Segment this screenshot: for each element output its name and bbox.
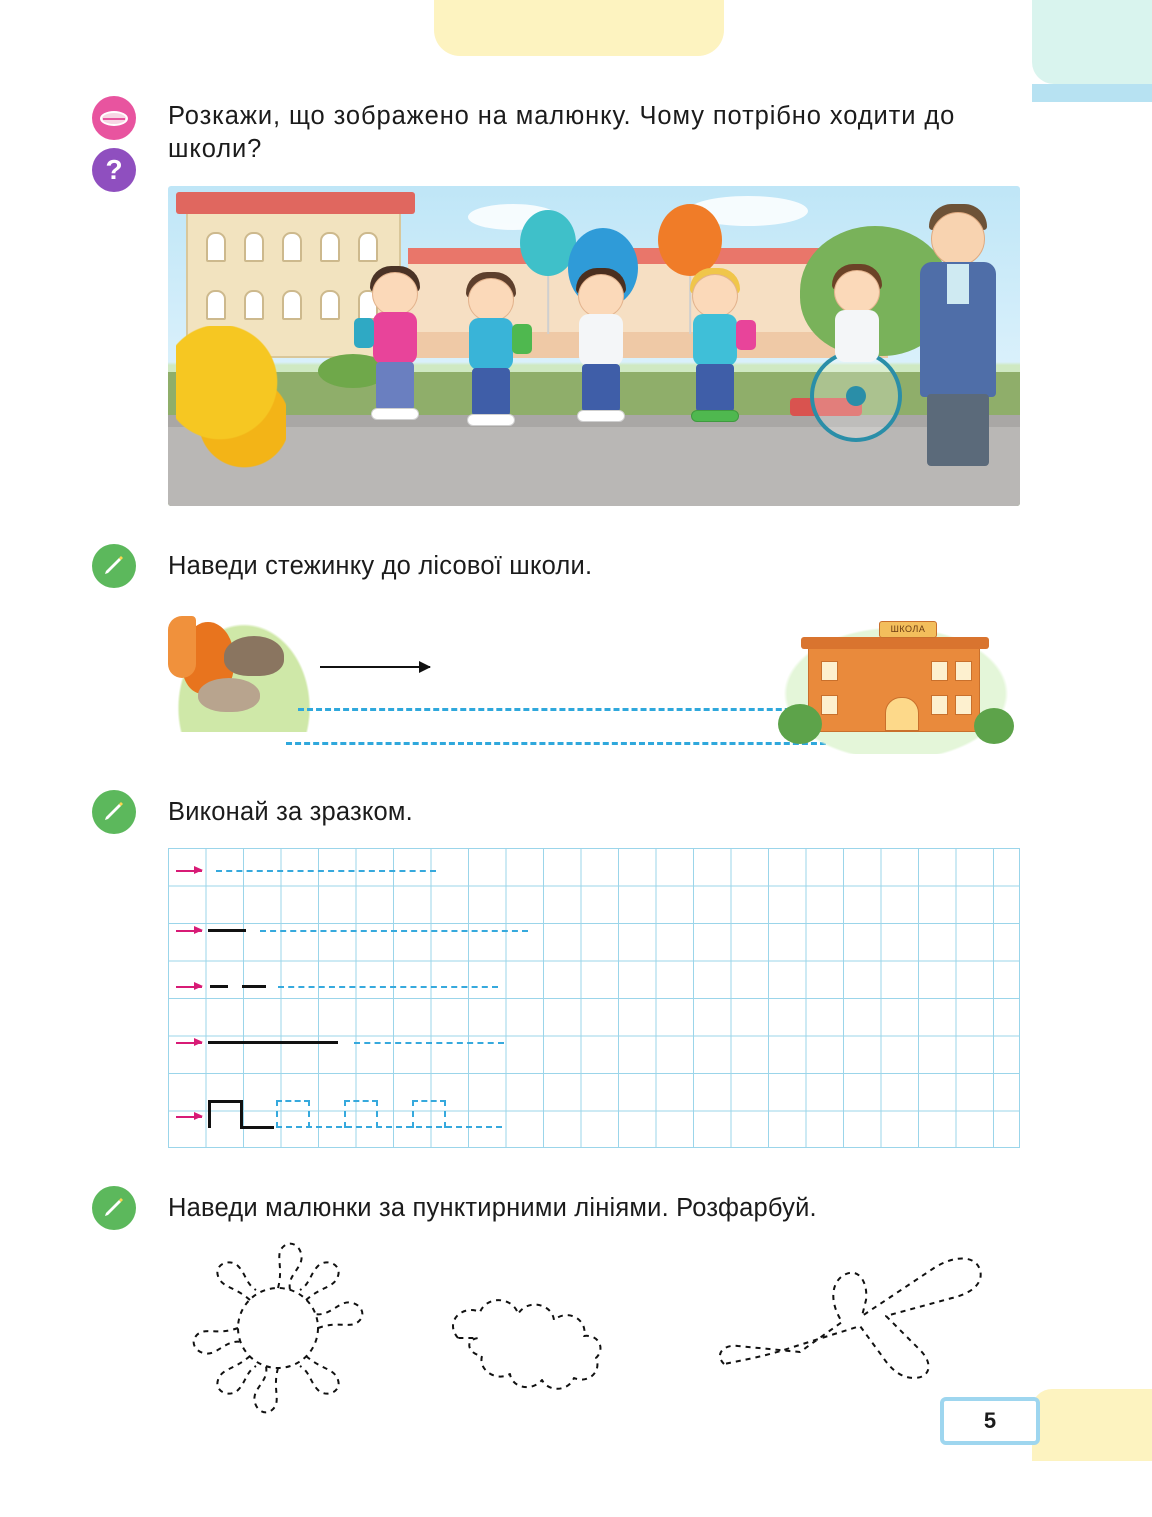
head-shape (372, 272, 418, 316)
pencil-icon (92, 1186, 136, 1230)
torso-shape (373, 312, 417, 364)
backpack-shape (354, 318, 374, 348)
question-icon: ? (92, 148, 136, 192)
legs-shape (582, 364, 620, 412)
school-body (808, 624, 980, 732)
squirrel-tail (168, 616, 196, 678)
trousers-shape (927, 394, 989, 466)
window-shape (821, 661, 838, 681)
dash-stroke[interactable] (216, 870, 436, 872)
solid-stroke (242, 985, 266, 988)
start-arrow (176, 870, 202, 872)
solid-stroke (240, 1100, 243, 1128)
shirt-shape (947, 264, 969, 304)
decor-top-blue-bar (1032, 84, 1152, 102)
dash-square[interactable] (344, 1100, 378, 1128)
shoes-shape (467, 414, 515, 426)
page-number: 5 (940, 1397, 1040, 1445)
head-shape (692, 274, 738, 318)
pencil-icon (92, 544, 136, 588)
hedgehog-shape (224, 636, 284, 676)
window-shape (955, 695, 972, 715)
solid-stroke (208, 929, 246, 932)
torso-shape (693, 314, 737, 366)
autumn-tree-shape (176, 326, 286, 486)
dash-stroke[interactable] (354, 1042, 504, 1044)
caterpillar-outline (453, 1300, 600, 1389)
forest-animals-group (168, 612, 320, 732)
start-arrow (176, 1042, 202, 1044)
backpack-shape (736, 320, 756, 350)
legs-shape (696, 364, 734, 412)
window-shape (358, 232, 378, 262)
dash-baseline[interactable] (276, 1126, 502, 1128)
roof-shape (176, 192, 415, 214)
head-shape (834, 270, 880, 314)
balloon-orange (658, 204, 722, 276)
window-shape (206, 290, 226, 320)
child-boy-with-glasses (456, 278, 526, 428)
head-shape (468, 278, 514, 322)
dash-square[interactable] (412, 1100, 446, 1128)
legs-shape (376, 362, 414, 410)
shoes-shape (577, 410, 625, 422)
torso-shape (835, 310, 879, 362)
handwriting-grid[interactable] (168, 848, 1020, 1148)
illustration-children-walking-to-school (168, 186, 1020, 506)
decor-top-yellow-tab (434, 0, 724, 56)
window-shape (320, 290, 340, 320)
torso-shape (579, 314, 623, 366)
shoes-shape (371, 408, 419, 420)
window-shape (282, 232, 302, 262)
dash-stroke[interactable] (278, 986, 498, 988)
dashed-path-line-2[interactable] (286, 742, 826, 745)
window-shape (931, 695, 948, 715)
window-shape (821, 695, 838, 715)
dotted-drawings (168, 1238, 1020, 1418)
teacher-figure (912, 212, 1004, 480)
decor-bottom-yellow-corner (1032, 1389, 1152, 1461)
window-shape (206, 232, 226, 262)
head-shape (931, 212, 985, 266)
head-shape (578, 274, 624, 318)
window-shape (244, 290, 264, 320)
solid-stroke (210, 985, 228, 988)
solid-stroke (208, 1100, 211, 1128)
child-girl-waving (680, 274, 750, 424)
legs-shape (472, 368, 510, 416)
instruction-text-3: Виконай за зразком. (168, 798, 413, 826)
bush-shape (974, 708, 1014, 744)
mouse-shape (198, 678, 260, 712)
start-arrow (176, 930, 202, 932)
sun-outline (194, 1244, 363, 1413)
child-in-wheelchair (822, 270, 892, 390)
instruction-text-2: Наведи стежинку до лісової школи. (168, 552, 593, 580)
child-girl-with-flowers (360, 272, 430, 422)
backpack-shape (512, 324, 532, 354)
instruction-text-1: Розкажи, що зображено на малюнку. Чому потрібно ходити до школи? (168, 102, 956, 163)
school-sign: ШКОЛА (879, 621, 937, 638)
solid-stroke (208, 1100, 242, 1103)
school-door (885, 697, 919, 731)
instruction-text-4: Наведи малюнки за пунктирними лініями. Розфарбуй. (168, 1194, 817, 1222)
direction-arrow (320, 666, 430, 668)
pencil-icon (92, 790, 136, 834)
mouth-shape (100, 111, 128, 126)
child-boy-with-balloon (566, 274, 636, 424)
window-shape (320, 232, 340, 262)
window-shape (282, 290, 302, 320)
illustration-forest-path (168, 612, 1020, 762)
speak-icon (92, 96, 136, 140)
window-shape (955, 661, 972, 681)
bush-shape (778, 704, 822, 744)
torso-shape (469, 318, 513, 370)
solid-stroke (208, 1041, 338, 1044)
forest-school-building (772, 620, 1020, 754)
shoes-shape (691, 410, 739, 422)
start-arrow (176, 1116, 202, 1118)
solid-stroke (240, 1126, 274, 1129)
dash-stroke[interactable] (260, 930, 528, 932)
window-shape (244, 232, 264, 262)
dash-square[interactable] (276, 1100, 310, 1128)
decor-top-teal-corner (1032, 0, 1152, 84)
start-arrow (176, 986, 202, 988)
airplane-outline (720, 1258, 981, 1378)
window-shape (931, 661, 948, 681)
